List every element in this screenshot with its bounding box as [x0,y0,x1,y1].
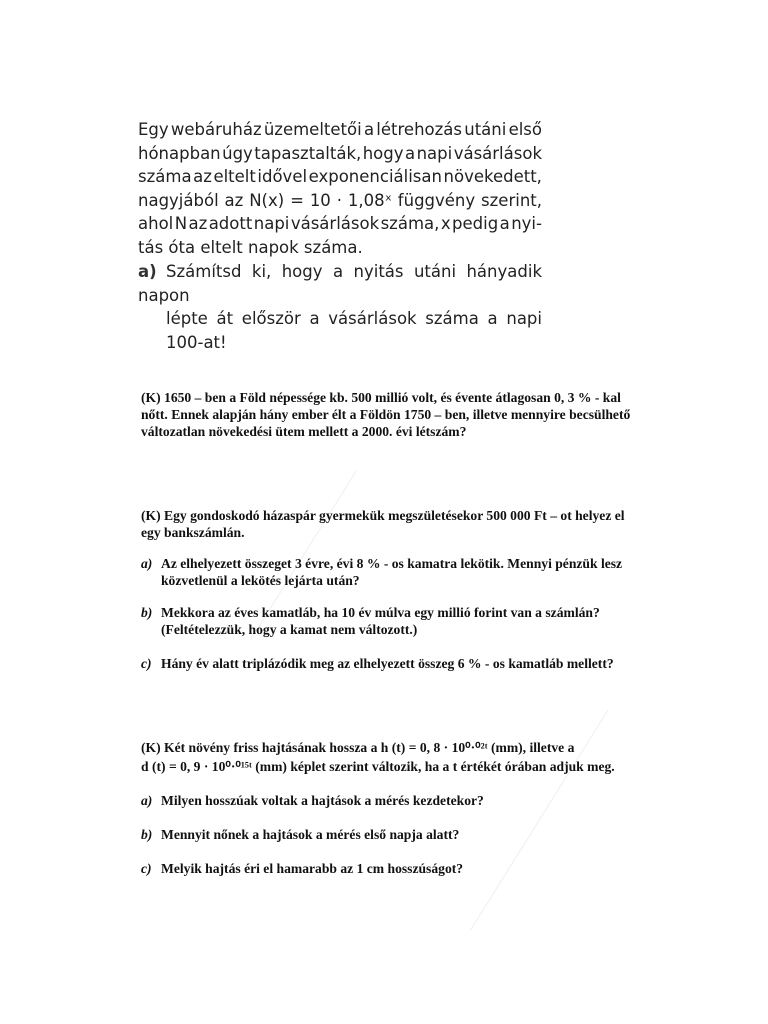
problem-4-line: (K) Két növény friss hajtásának hossza a h (t) = 0, 8 · 10⁰·⁰²ᵗ (mm), illetve a [141,740,575,755]
problem-1-text [138,118,542,354]
problem-3-item-a [141,555,709,589]
item-line: Mekkora az éves kamatláb, ha 10 év múlva egy millió forint van a számlán? [161,605,600,620]
item-line: Hány év alatt triplázódik meg az elhelyezett összeg 6 % - os kamatláb mellett? [161,656,614,671]
item-label: a) [141,793,153,808]
part-a-label: a) [138,262,157,281]
problem-1-line: tás óta eltelt napok száma. [138,237,363,257]
part-a-line: Számítsd ki, hogy a nyitás utáni hányadik napon [138,262,542,305]
problem-2-line: nőtt. Ennek alapján hány ember élt a Földön 1750 – ben, illetve mennyire becsülhető [141,407,631,422]
problem-1-part-a [138,260,542,354]
item-label: b) [141,827,153,842]
problem-3-item-c [141,655,709,672]
item-label: c) [141,656,152,671]
item-line: Milyen hosszúak voltak a hajtások a mérés kezdetekor? [161,793,484,808]
problem-1-line: hónapban úgy tapasztalták, hogy a napi vásárlások [138,143,542,163]
item-label: c) [141,861,152,876]
problem-1-line: száma az eltelt idővel exponenciálisan növekedett, [138,167,542,186]
item-line: Az elhelyezett összeget 3 évre, évi 8 % - os kamatra lekötik. Mennyi pénzük lesz [161,556,623,571]
problem-3 [141,507,709,672]
problem-3-line: (K) Egy gondoskodó házaspár gyermekük megszületésekor 500 000 Ft – ot helyez el [141,508,625,523]
problem-3-line: egy bankszámlán. [141,525,245,540]
problem-3-item-b [141,604,709,638]
problem-4-item-c [141,860,709,877]
problem-1-line: ahol N az adott napi vásárlások száma, x pedig a nyi- [138,214,542,233]
item-line: (Feltételezzük, hogy a kamat nem változott.) [161,622,418,637]
problem-1-line: Egy webáruház üzemeltetői a létrehozás utáni első [138,120,542,139]
problem-4-item-b [141,826,709,843]
item-line: közvetlenül a lekötés lejárta után? [161,573,360,588]
problem-4-item-a [141,792,709,809]
item-label: a) [141,556,153,571]
problem-2 [141,389,709,440]
problem-1-line: nagyjából az N(x) = 10 · 1,08ˣ függvény szerint, [138,190,542,210]
problem-4-line: d (t) = 0, 9 · 10⁰·⁰¹⁵ᵗ (mm) képlet szerint változik, ha a t értékét órában adjuk meg. [141,759,615,774]
problem-4 [141,738,709,877]
part-a-line: lépte át először a vásárlások száma a napi 100-at! [166,309,542,352]
problem-2-line: (K) 1650 – ben a Föld népessége kb. 500 millió volt, és évente átlagosan 0, 3 % - kal [141,390,621,405]
item-line: Mennyit nőnek a hajtások a mérés első napja alatt? [161,827,460,842]
item-line: Melyik hajtás éri el hamarabb az 1 cm hosszúságot? [161,861,464,876]
item-label: b) [141,605,153,620]
problem-2-line: változatlan növekedési ütem mellett a 2000. évi létszám? [141,424,467,439]
